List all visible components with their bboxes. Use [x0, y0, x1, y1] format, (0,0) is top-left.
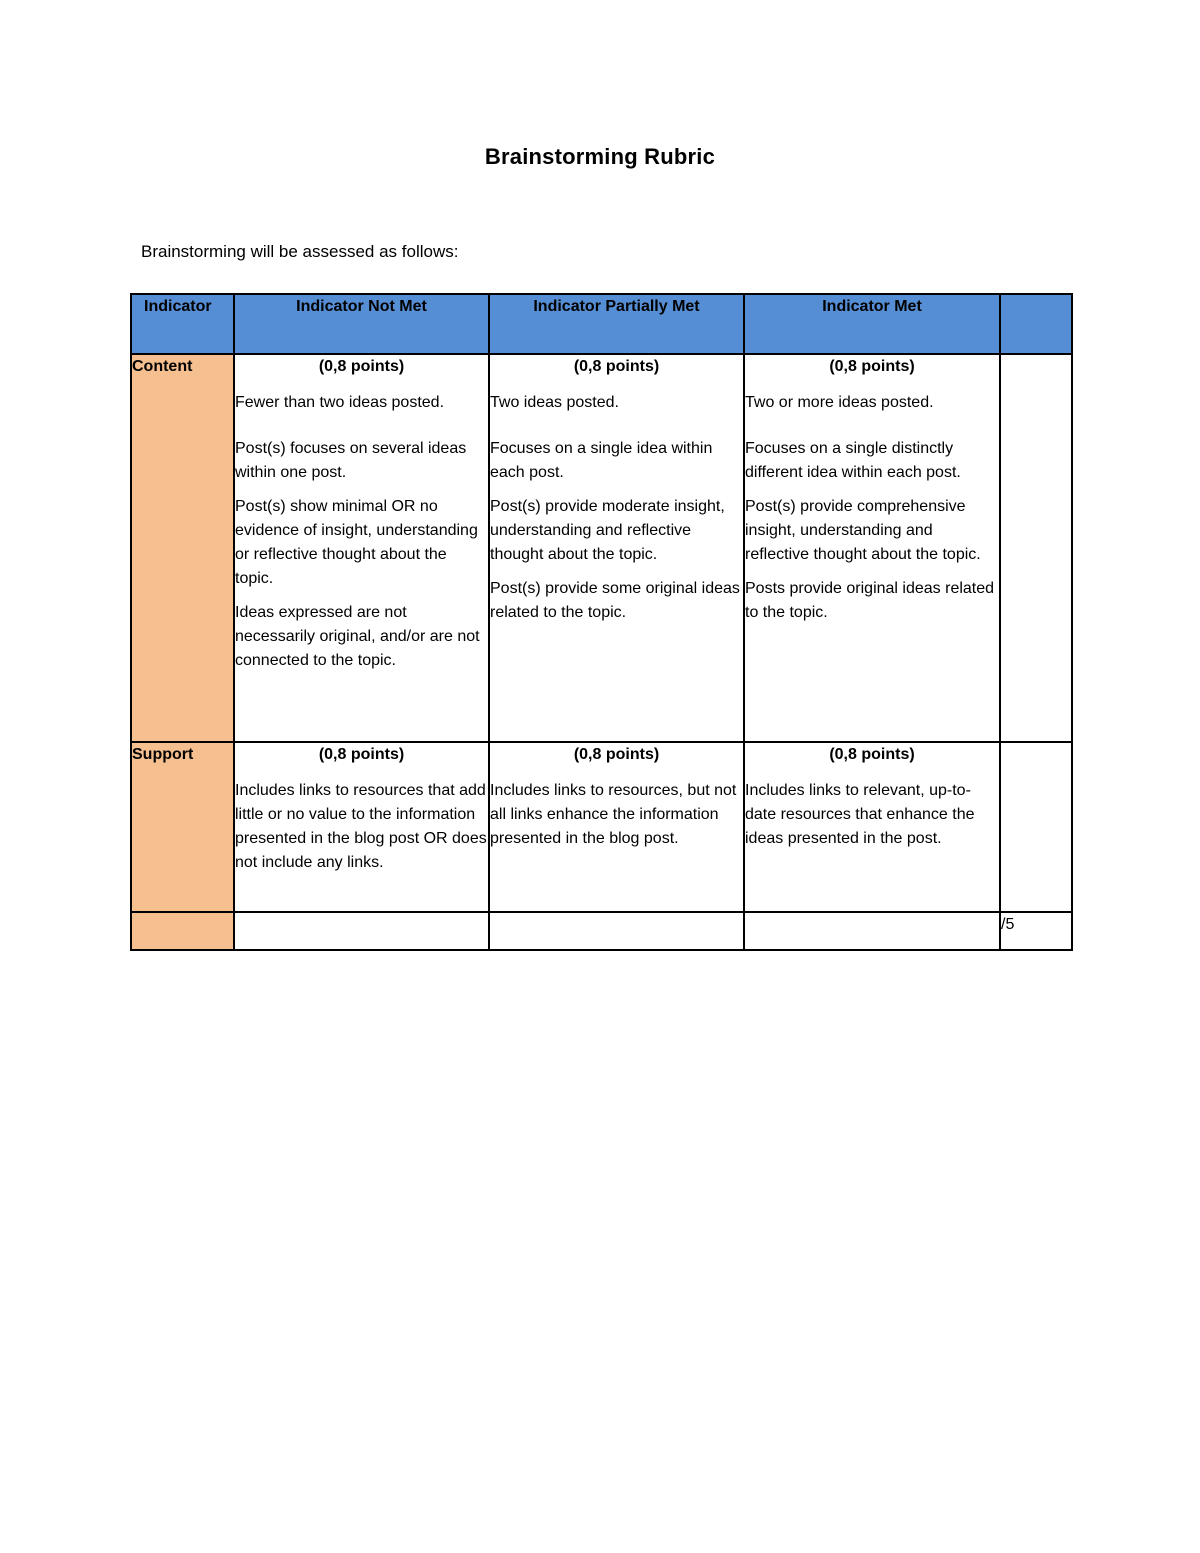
criterion-text: Two ideas posted.	[490, 394, 619, 411]
criterion-text: Post(s) provide moderate insight, understanding and reflective thought about the topic.	[490, 498, 725, 563]
criterion-text: Posts provide original ideas related to the topic.	[745, 580, 995, 621]
cell-support-not-met	[234, 742, 489, 912]
cell-support-partially-met	[489, 742, 744, 912]
total-row	[131, 912, 1072, 950]
table-row	[131, 742, 1072, 912]
intro-text: Brainstorming will be assessed as follows:	[141, 242, 459, 261]
row-label-content: Content	[131, 354, 234, 742]
rubric-table	[130, 293, 1073, 951]
criterion-text: Post(s) focuses on several ideas within one post.	[235, 440, 467, 481]
points-label: (0,8 points)	[573, 358, 660, 375]
criterion-text: Post(s) provide comprehensive insight, understanding and reflective thought about the topic.	[745, 498, 981, 563]
criterion-text: Includes links to relevant, up-to-date resources that enhance the ideas presented in the post.	[745, 782, 975, 847]
empty-cell	[234, 912, 489, 950]
criterion-text: Includes links to resources, but not all links enhance the information presented in the blog post.	[490, 782, 737, 847]
cell-content-partially-met	[489, 354, 744, 742]
page-title: Brainstorming Rubric	[484, 144, 716, 169]
score-cell-content	[1000, 354, 1072, 742]
header-score	[1000, 294, 1072, 354]
total-label-cell	[131, 912, 234, 950]
criterion-text: Focuses on a single distinctly different idea within each post.	[745, 440, 961, 481]
points-label: (0,8 points)	[318, 358, 405, 375]
score-cell-support	[1000, 742, 1072, 912]
criterion-text: Focuses on a single idea within each post.	[490, 440, 713, 481]
criterion-text: Ideas expressed are not necessarily original, and/or are not connected to the topic.	[235, 604, 480, 669]
header-met: Indicator Met	[744, 294, 1000, 354]
cell-content-met	[744, 354, 1000, 742]
cell-support-met	[744, 742, 1000, 912]
criterion-text: Post(s) show minimal OR no evidence of insight, understanding or reflective thought about the topic.	[235, 498, 478, 587]
criterion-text: Includes links to resources that add little or no value to the information presented in the blog post OR does not include any links.	[235, 782, 487, 871]
empty-cell	[489, 912, 744, 950]
points-label: (0,8 points)	[318, 746, 405, 763]
header-not-met: Indicator Not Met	[234, 294, 489, 354]
criterion-text: Post(s) provide some original ideas related to the topic.	[490, 580, 740, 621]
cell-content-not-met	[234, 354, 489, 742]
criterion-text: Fewer than two ideas posted.	[235, 394, 445, 411]
points-label: (0,8 points)	[829, 746, 915, 763]
table-row	[131, 354, 1072, 742]
criterion-text: Two or more ideas posted.	[745, 394, 934, 411]
points-label: (0,8 points)	[829, 358, 915, 375]
points-label: (0,8 points)	[573, 746, 660, 763]
header-row	[131, 294, 1072, 354]
row-label-support: Support	[131, 742, 234, 912]
empty-cell	[744, 912, 1000, 950]
header-indicator: Indicator	[131, 294, 234, 354]
header-partially-met: Indicator Partially Met	[489, 294, 744, 354]
total-score: /5	[1000, 912, 1072, 950]
